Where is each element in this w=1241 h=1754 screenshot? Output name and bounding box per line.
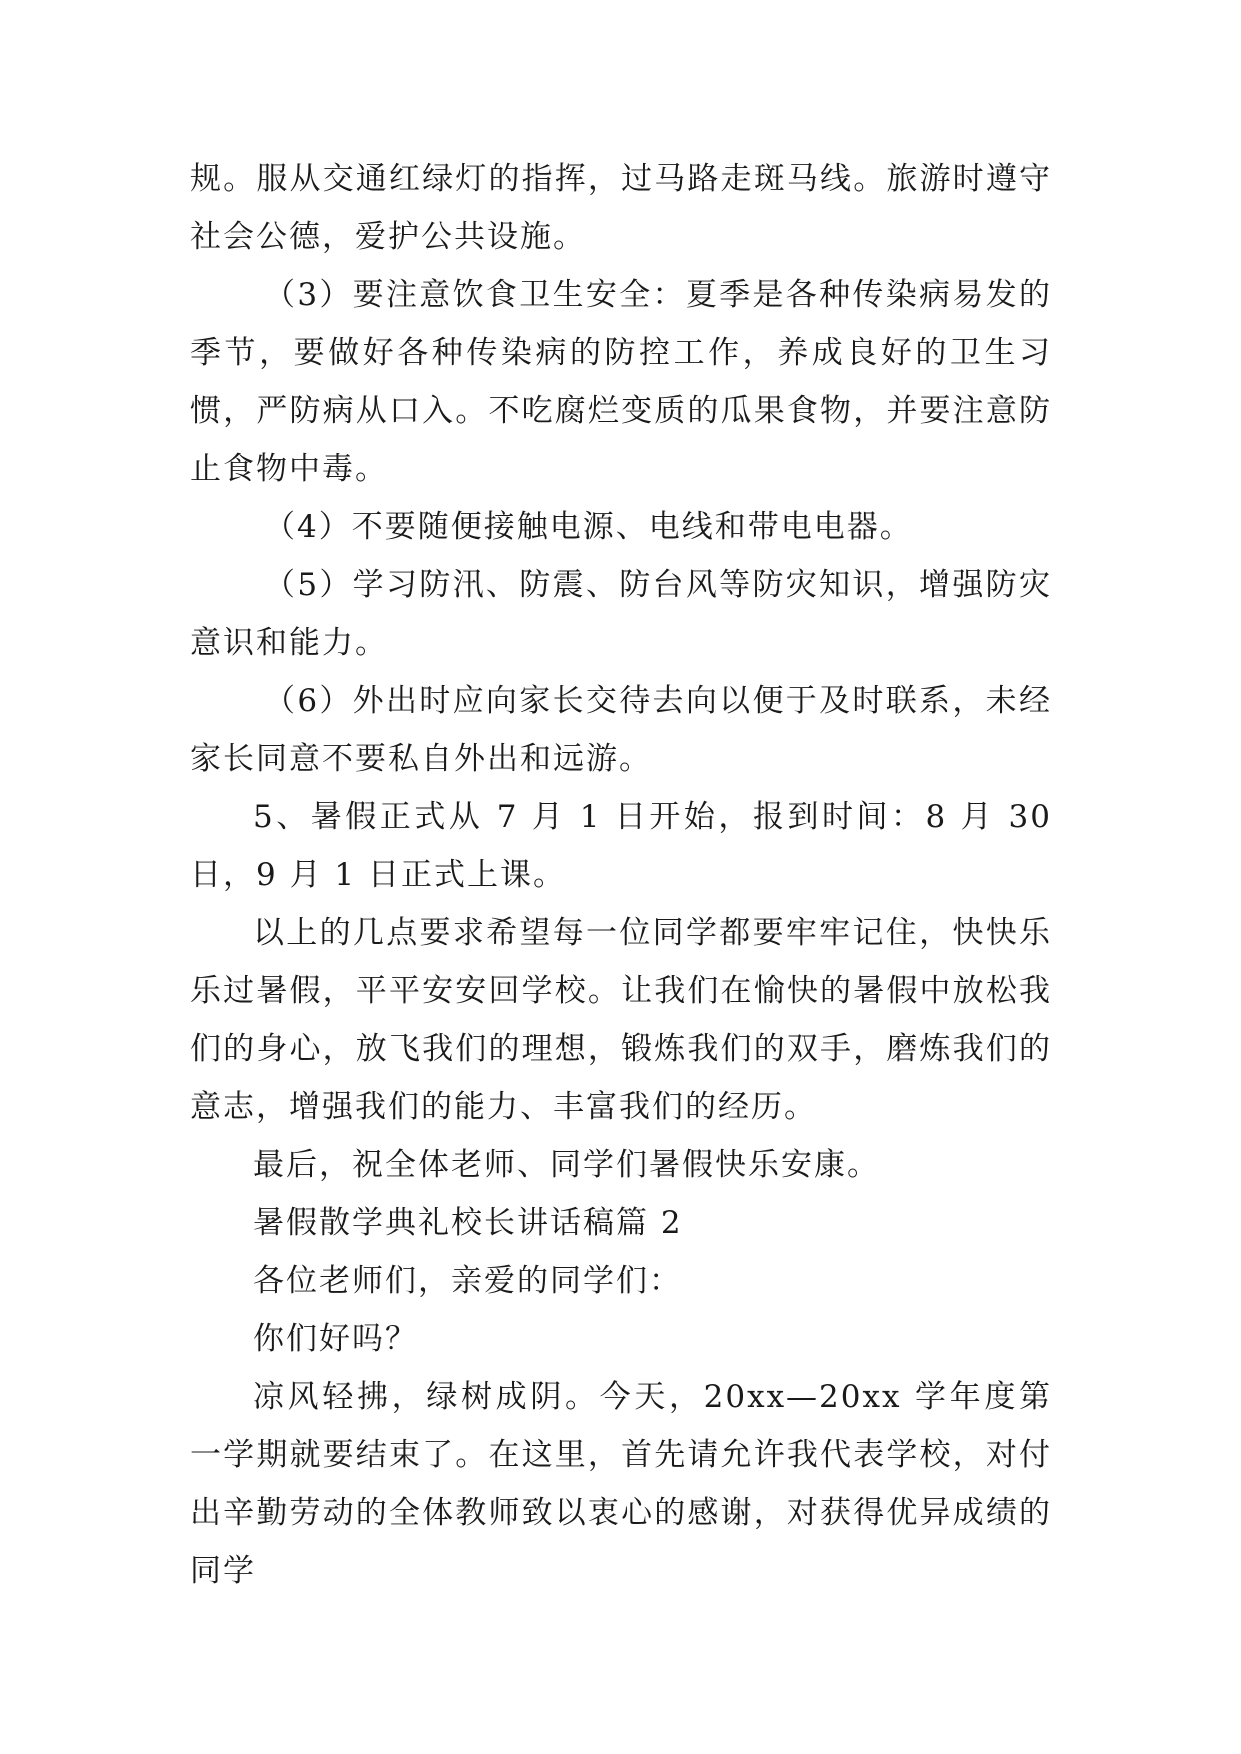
paragraph-item-4: （4）不要随便接触电源、电线和带电电器。 [264,509,913,545]
paragraph-item-6: （6）外出时应向家长交待去向以便于及时联系，未经家长同意不要私自外出和远游。 [190,683,1052,777]
paragraph-continuation: 规。服从交通红绿灯的指挥，过马路走斑马线。旅游时遵守社会公德，爱护公共设施。 [190,161,1052,255]
document-page [190,150,1052,1600]
paragraph-summary: 以上的几点要求希望每一位同学都要牢牢记住，快快乐乐过暑假，平平安安回学校。让我们在愉快的暑假中放松我们的身心，放飞我们的理想，锻炼我们的双手，磨炼我们的意志，增强我们的能力、丰富我们的经历。 [190,915,1052,1125]
paragraph-opening: 凉风轻拂，绿树成阴。今天，20xx—20xx 学年度第一学期就要结束了。在这里，首先请允许我代表学校，对付出辛勤劳动的全体教师致以衷心的感谢，对获得优异成绩的同学 [190,1379,1052,1589]
paragraph-point-5: 5、暑假正式从 7 月 1 日开始，报到时间：8 月 30 日，9 月 1 日正式上课。 [190,799,1052,893]
paragraph-greeting: 你们好吗？ [253,1321,418,1357]
paragraph-item-5: （5）学习防汛、防震、防台风等防灾知识，增强防灾意识和能力。 [190,567,1052,661]
section-heading: 暑假散学典礼校长讲话稿篇 2 [253,1205,683,1241]
paragraph-closing: 最后，祝全体老师、同学们暑假快乐安康。 [253,1147,880,1183]
paragraph-item-3: （3）要注意饮食卫生安全：夏季是各种传染病易发的季节，要做好各种传染病的防控工作，养成良好的卫生习惯，严防病从口入。不吃腐烂变质的瓜果食物，并要注意防止食物中毒。 [190,277,1052,487]
paragraph-salutation: 各位老师们，亲爱的同学们： [253,1263,682,1299]
